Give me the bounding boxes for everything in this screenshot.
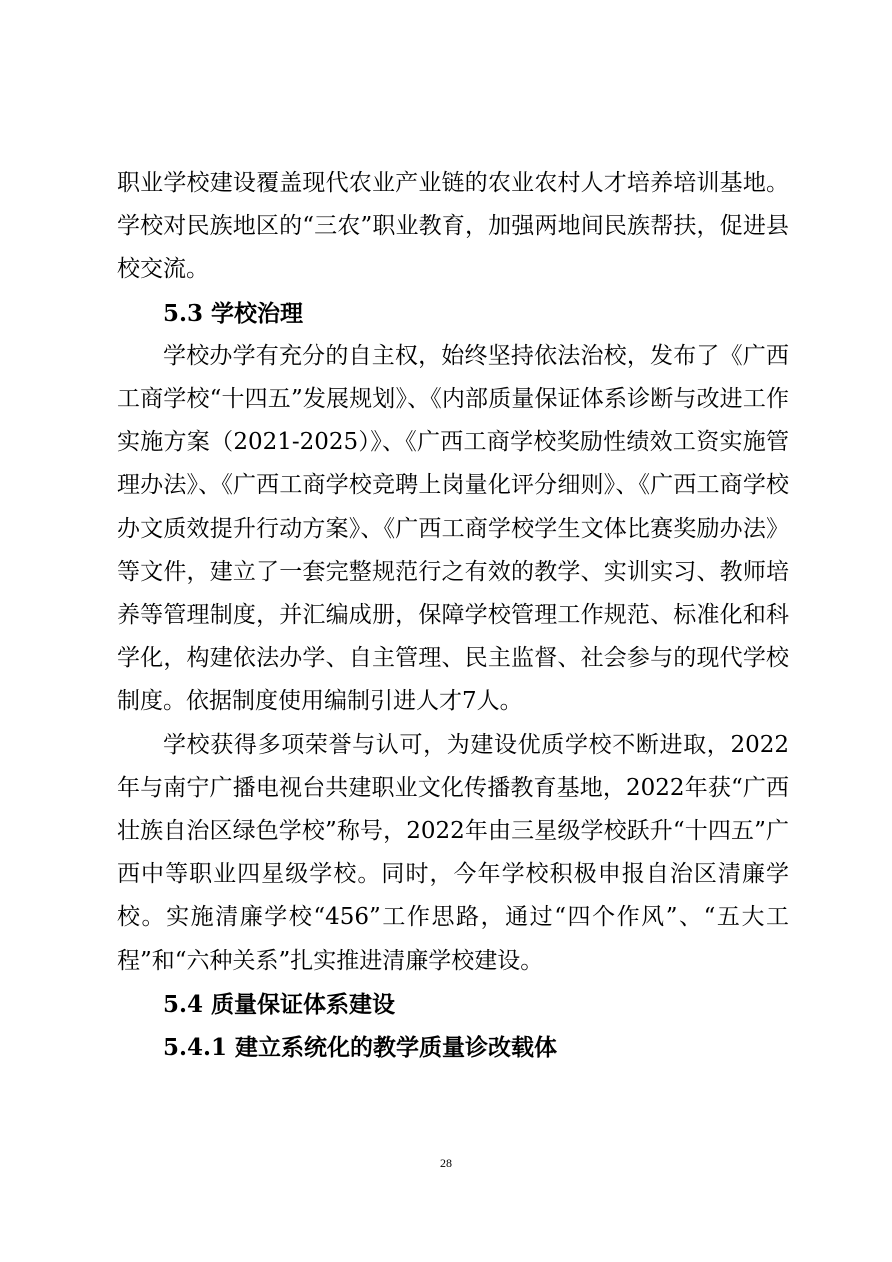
heading-quality-assurance: 5.4 质量保证体系建设 <box>163 990 396 1018</box>
paragraph-rural-talent: 职业学校建设覆盖现代农业产业链的农业农村人才培养培训基地。学校对民族地区的“三农”职业教育，加强两地间民族帮扶，促进县校交流。 <box>117 170 789 283</box>
heading-diagnosis-carrier: 5.4.1 建立系统化的教学质量诊改载体 <box>163 1034 558 1062</box>
paragraph-honors: 学校获得多项荣誉与认可，为建设优质学校不断进取，2022年与南宁广播电视台共建职业文化传播教育基地，2022年获“广西壮族自治区绿色学校”称号，2022年由三星级学校跃升“十四五”广西中等职业四星级学校。同时，今年学校积极申报自治区清廉学校。实施清廉学校“456”工作思路，通过“四个作风”、“五大工程”和“六种关系”扎实推进清廉学校建设。 <box>117 731 789 974</box>
paragraph-governance-rules: 学校办学有充分的自主权，始终坚持依法治校，发布了《广西工商学校“十四五”发展规划》、《内部质量保证体系诊断与改进工作实施方案（2021-2025）》、《广西工商学校奖励性绩效工资实施管理办法》、《广西工商学校竞聘上岗量化评分细则》、《广西工商学校办文质效提升行动方案》、《广西工商学校学生文体比赛奖励办法》等文件，建立了一套完整规范行之有效的教学、实训实习、教师培养等管理制度，并汇编成册，保障学校管理工作规范、标准化和科学化，构建依法办学、自主管理、民主监督、社会参与的现代学校制度。依据制度使用编制引进人才7人。 <box>117 342 789 715</box>
heading-school-governance: 5.3 学校治理 <box>163 299 304 327</box>
page-number: 28 <box>440 1156 452 1170</box>
page-body <box>117 162 789 1069</box>
